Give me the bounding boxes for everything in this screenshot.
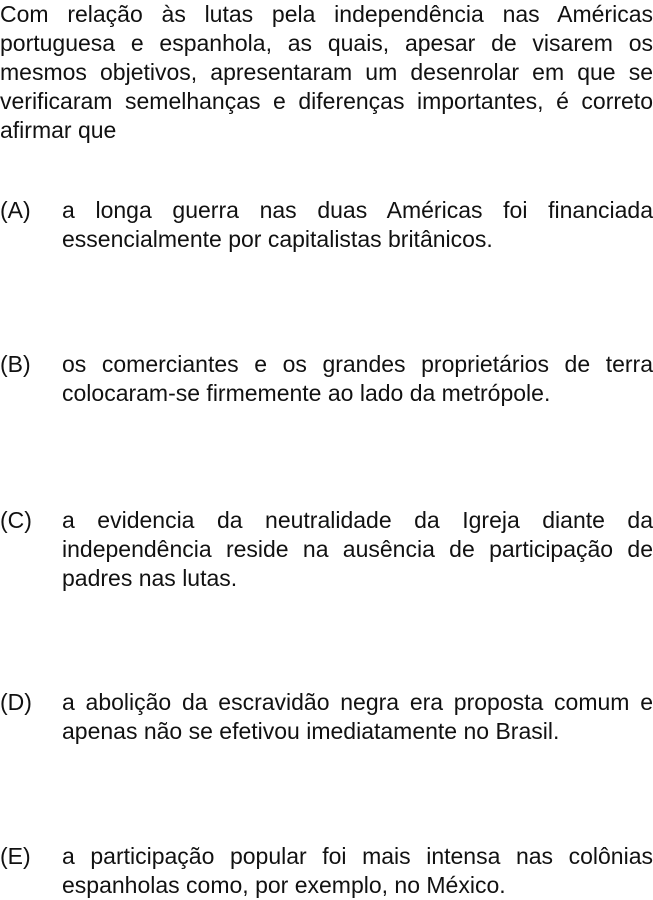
option-text: a evidencia da neutralidade da Igreja diante da independência reside na ausência de participação de padres nas lutas. (62, 507, 653, 591)
option-e[interactable] (0, 842, 653, 900)
option-text: a participação popular foi mais intensa nas colônias espanholas como, por exemplo, no México. (62, 843, 653, 898)
option-text: os comerciantes e os grandes proprietários de terra colocaram-se firmemente ao lado da metrópole. (62, 351, 653, 406)
option-letter: (E) (0, 843, 31, 869)
option-letter: (B) (0, 351, 31, 377)
option-letter: (C) (0, 507, 32, 533)
option-letter: (A) (0, 197, 31, 223)
option-a[interactable] (0, 196, 653, 254)
question-stem: Com relação às lutas pela independência nas Américas portuguesa e espanhola, as quais, apesar de visarem os mesmos objetivos, apresentaram um desenrolar em que se verificaram semelhanças e diferenças importantes, é correto afirmar que (0, 1, 653, 143)
option-b[interactable] (0, 350, 653, 408)
option-d[interactable] (0, 688, 653, 746)
option-text: a abolição da escravidão negra era proposta comum e apenas não se efetivou imediatamente no Brasil. (62, 689, 653, 744)
option-text: a longa guerra nas duas Américas foi financiada essencialmente por capitalistas britânicos. (62, 197, 653, 252)
option-c[interactable] (0, 506, 653, 593)
option-letter: (D) (0, 689, 32, 715)
